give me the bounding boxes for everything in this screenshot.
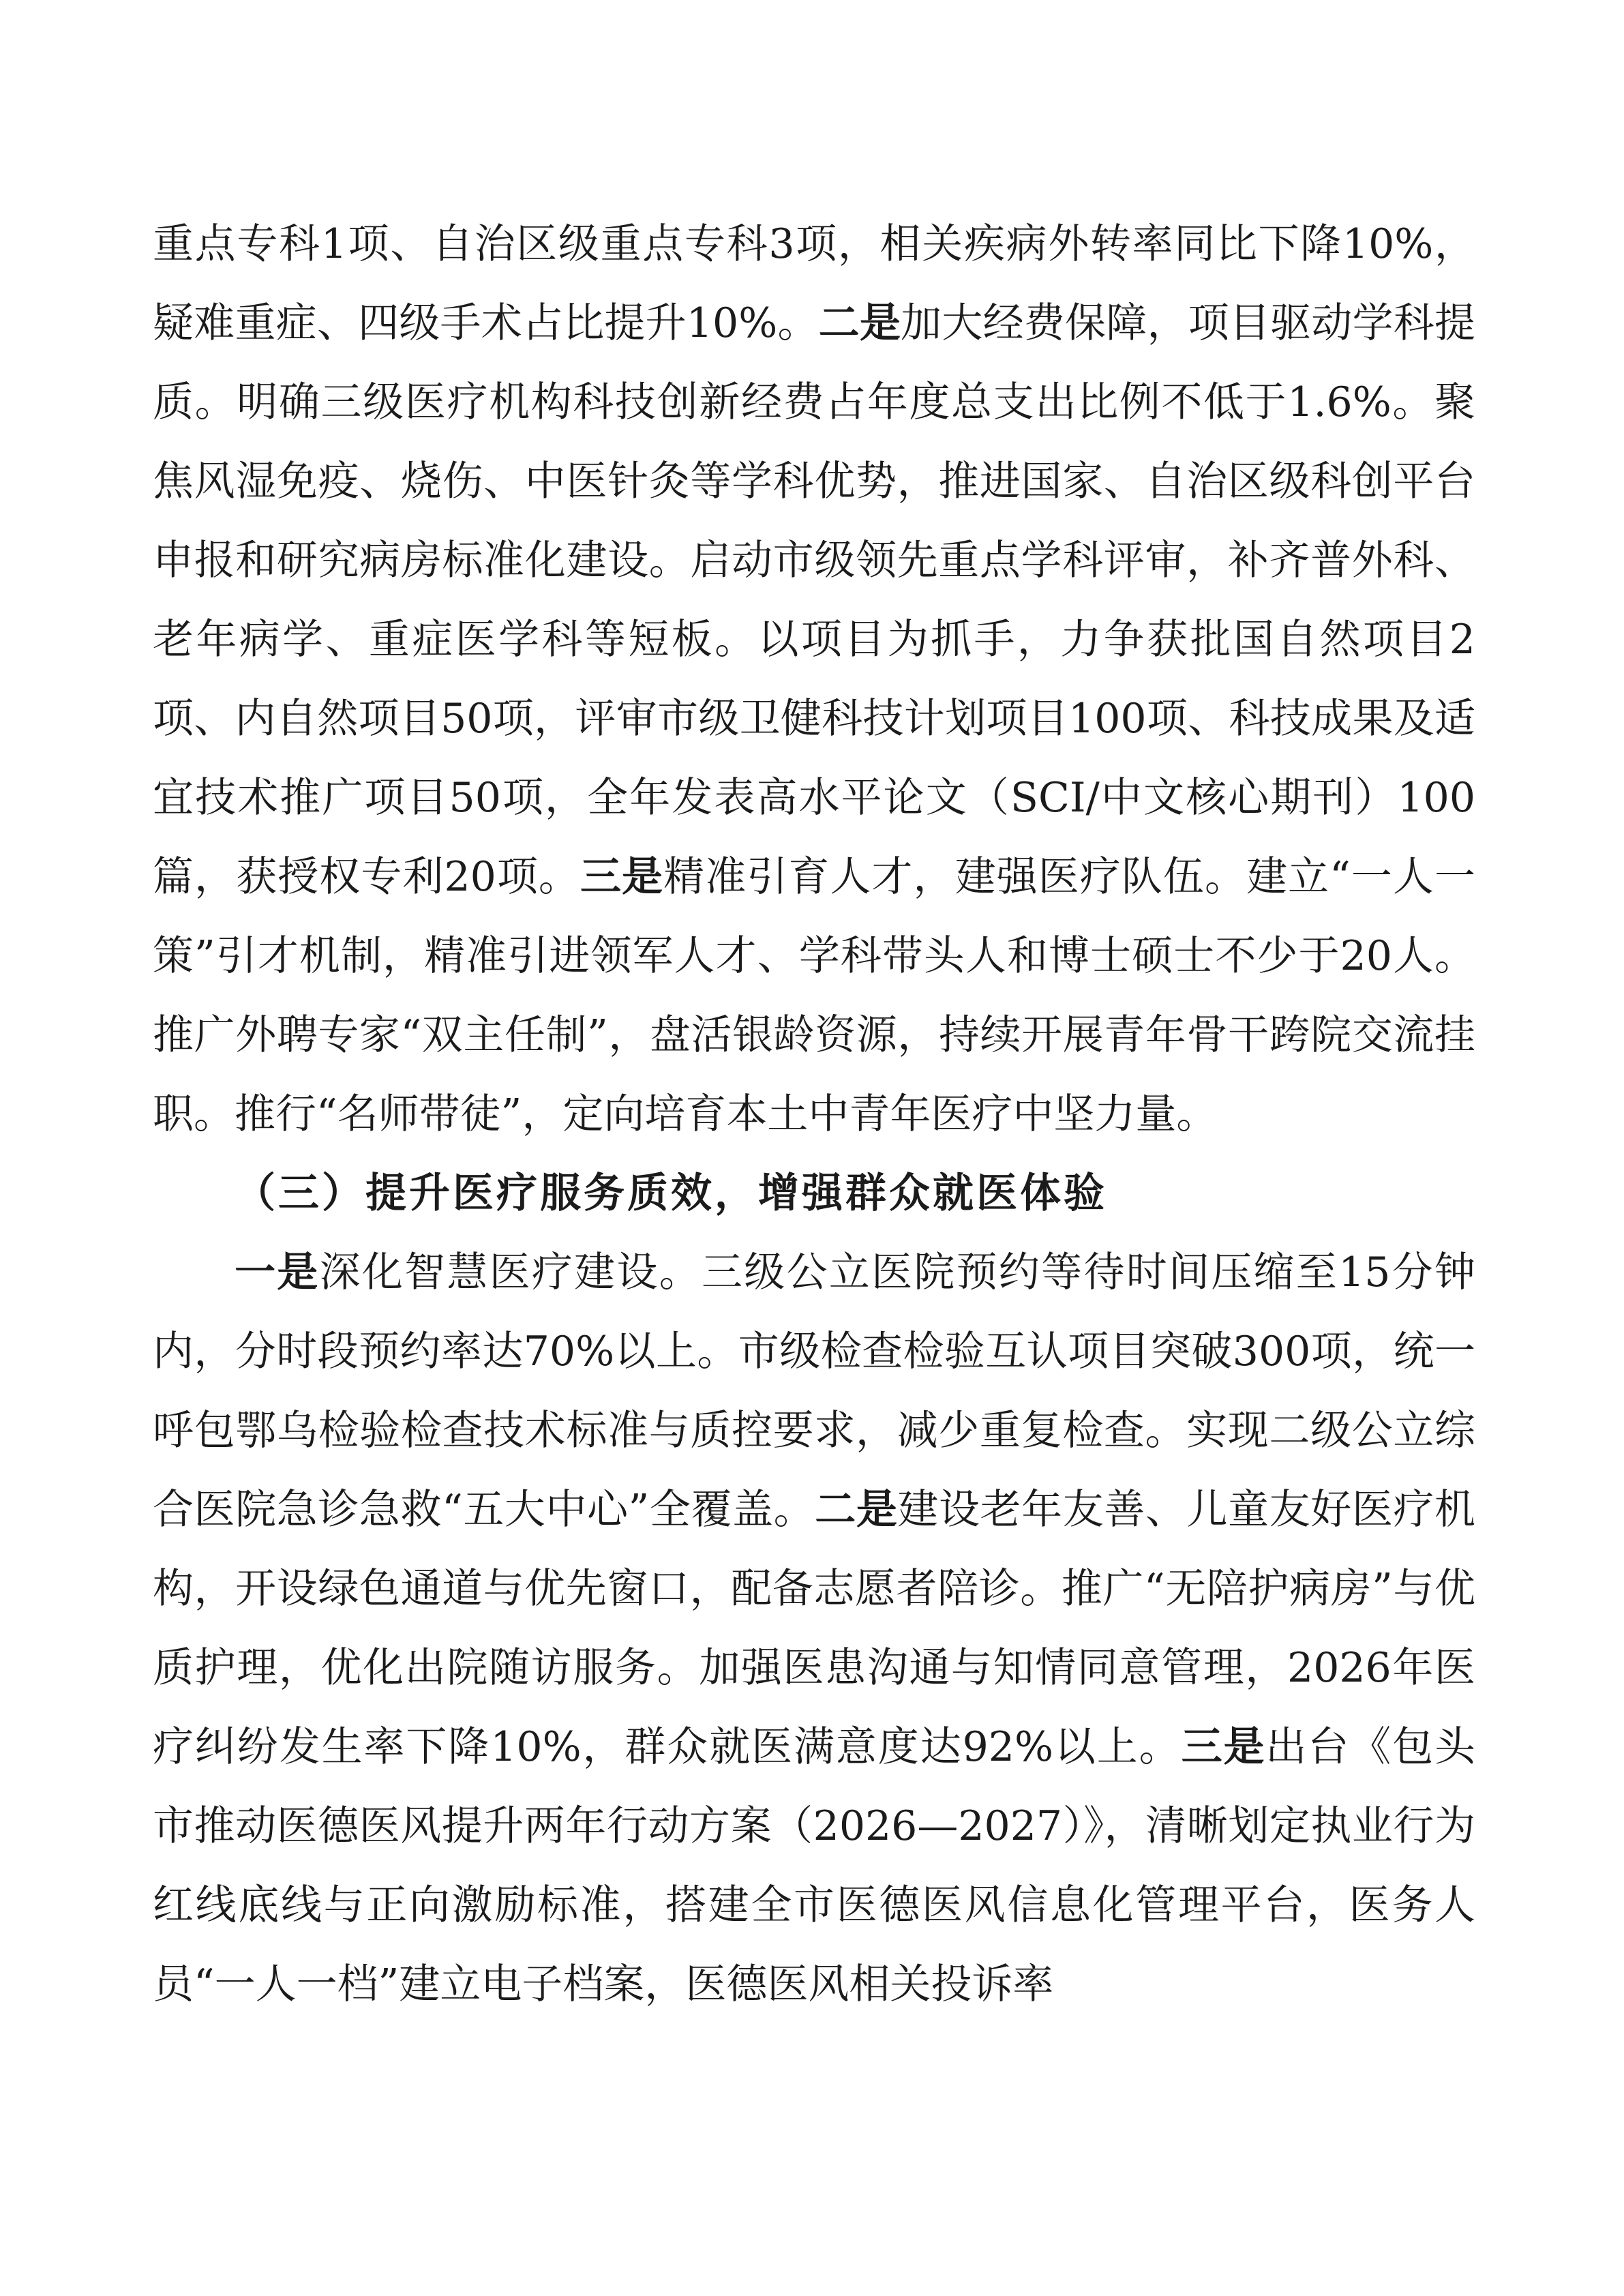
paragraph-continued [153, 205, 1475, 1154]
paragraph-text: 深化智慧医疗建设。三级公立医院预约等待时间压缩至15分钟内，分时段预约率达70%以上。市级检查检验互认项目突破300项，统一呼包鄂乌检验检查技术标准与质控要求，减少重复检查。实现二级公立综合医院急诊急救“五大中心”全覆盖。 [153, 1249, 1475, 1534]
lead-marker-two: 二是 [815, 1486, 898, 1534]
lead-marker-three: 三是 [1181, 1723, 1266, 1771]
section-heading: （三）提升医疗服务质效，增强群众就医体验 [235, 1169, 1107, 1217]
lead-marker-one: 一是 [235, 1249, 320, 1296]
lead-marker-two: 二是 [818, 299, 901, 347]
paragraph-service-quality [153, 1233, 1475, 2024]
paragraph-text: 出台《包头市推动医德医风提升两年行动方案（2026—2027）》，清晰划定执业行为红线底线与正向激励标准，搭建全市医德医风信息化管理平台，医务人员“一人一档”建立电子档案，医德医风相关投诉率 [153, 1723, 1476, 2008]
paragraph-text: 重点专科1项、自治区级重点专科3项，相关疾病外转率同比下降10%，疑难重症、四级手术占比提升10%。 [153, 220, 1475, 347]
paragraph-text: 精准引育人才，建强医疗队伍。建立“一人一策”引才机制，精准引进领军人才、学科带头人和博士硕士不少于20人。推广外聘专家“双主任制”，盘活银龄资源，持续开展青年骨干跨院交流挂职。推行“名师带徒”，定向培育本土中青年医疗中坚力量。 [153, 853, 1475, 1138]
paragraph-text: 加大经费保障，项目驱动学科提质。明确三级医疗机构科技创新经费占年度总支出比例不低于1.6%。聚焦风湿免疫、烧伤、中医针灸等学科优势，推进国家、自治区级科创平台申报和研究病房标准化建设。启动市级领先重点学科评审，补齐普外科、老年病学、重症医学科等短板。以项目为抓手，力争获批国自然项目2项、内自然项目50项，评审市级卫健科技计划项目100项、科技成果及适宜技术推广项目50项，全年发表高水平论文（SCI/中文核心期刊）100篇，获授权专利20项。 [153, 299, 1476, 901]
paragraph-text: 建设老年友善、儿童友好医疗机构，开设绿色通道与优先窗口，配备志愿者陪诊。推广“无陪护病房”与优质护理，优化出院随访服务。加强医患沟通与知情同意管理，2026年医疗纠纷发生率下降10%，群众就医满意度达92%以上。 [153, 1486, 1475, 1771]
lead-marker-three: 三是 [580, 853, 664, 901]
